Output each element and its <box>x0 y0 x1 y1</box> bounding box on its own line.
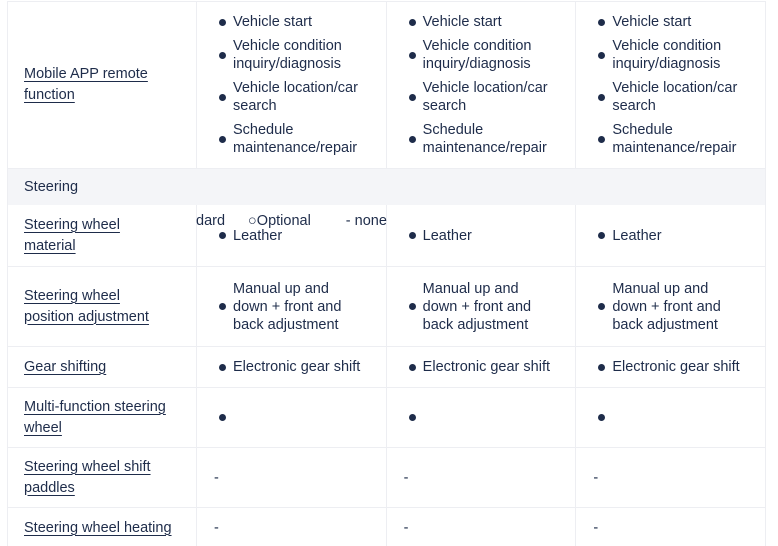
feature-value-text: Vehicle condition inquiry/diagnosis <box>422 38 532 72</box>
feature-value-text: Schedule maintenance/repair <box>233 122 358 156</box>
value-cell <box>575 205 765 266</box>
value-cell <box>575 448 765 507</box>
feature-value-text: Electronic gear shift <box>612 359 740 375</box>
feature-value-item <box>409 13 564 31</box>
value-cell <box>196 205 386 266</box>
value-dash: - <box>214 520 219 536</box>
table-row <box>8 388 765 448</box>
feature-value-text: Electronic gear shift <box>422 359 551 375</box>
value-cell <box>575 388 765 447</box>
value-cell <box>196 267 386 346</box>
value-cell <box>575 508 765 546</box>
feature-label-cell <box>8 508 196 546</box>
value-dash: - <box>593 520 599 536</box>
feature-link[interactable]: Steering wheel heating <box>24 519 172 536</box>
value-cell <box>386 388 576 447</box>
feature-value-text: Electronic gear shift <box>233 359 361 375</box>
value-cell <box>196 2 386 168</box>
legend-fragment-none: - none <box>345 213 387 229</box>
feature-value-text: Vehicle location/car search <box>422 80 548 114</box>
feature-label-cell <box>8 388 196 447</box>
feature-label-cell <box>8 205 196 266</box>
value-dash: - <box>214 469 219 486</box>
section-title: Steering <box>24 179 79 195</box>
table-row <box>8 347 765 388</box>
bullet-icon <box>219 94 226 101</box>
feature-value-item <box>409 79 564 115</box>
bullet-icon <box>219 19 226 26</box>
feature-link[interactable]: Multi-function steering wheel <box>24 398 166 436</box>
legend-fragment-optional: ○Optional <box>248 213 311 229</box>
feature-value-item <box>598 13 753 31</box>
bullet-icon <box>219 52 226 59</box>
bullet-icon <box>409 364 416 371</box>
feature-value-item <box>409 121 564 157</box>
bullet-icon <box>409 19 416 26</box>
feature-value-text: Vehicle start <box>612 14 692 30</box>
feature-value-item <box>598 79 753 115</box>
value-cell <box>196 347 386 387</box>
feature-value-item <box>598 280 730 334</box>
legend-fragment-standard: dard <box>196 213 226 229</box>
feature-link[interactable]: Mobile APP remote function <box>24 66 148 103</box>
feature-link[interactable]: Steering wheel material <box>24 216 120 254</box>
value-cell <box>386 205 576 266</box>
feature-value-item <box>598 227 661 245</box>
bullet-icon <box>598 19 605 26</box>
feature-label-cell <box>8 448 196 507</box>
bullet-icon <box>409 136 416 143</box>
feature-value-text: Manual up and down + front and back adjustment <box>422 280 532 333</box>
feature-value-item <box>598 358 739 376</box>
bullet-icon <box>219 414 226 421</box>
value-cell <box>386 347 576 387</box>
feature-value-text: Schedule maintenance/repair <box>612 122 737 156</box>
feature-value-text: Leather <box>233 227 283 244</box>
value-cell <box>196 448 386 507</box>
feature-value-item <box>598 37 753 73</box>
bullet-icon <box>598 364 605 371</box>
bullet-icon <box>598 94 605 101</box>
feature-value-text: Vehicle location/car search <box>612 80 738 114</box>
value-cell <box>196 388 386 447</box>
table-row <box>8 267 765 347</box>
bullet-icon <box>409 303 416 310</box>
bullet-icon <box>409 94 416 101</box>
bullet-icon <box>598 232 605 239</box>
value-cell <box>575 2 765 168</box>
value-cell <box>196 508 386 546</box>
bullet-icon <box>219 364 226 371</box>
value-cell <box>386 448 576 507</box>
value-cell <box>386 508 576 546</box>
bullet-icon <box>409 52 416 59</box>
feature-value-text: Leather <box>422 227 472 244</box>
value-dash: - <box>593 469 599 486</box>
table-row <box>8 2 765 169</box>
bullet-icon <box>598 303 605 310</box>
feature-value-item <box>409 37 564 73</box>
spec-table <box>7 1 766 546</box>
feature-value-item <box>219 280 351 334</box>
bullet-icon <box>598 136 605 143</box>
value-dash: - <box>403 520 409 536</box>
feature-value-item <box>409 358 550 376</box>
value-cell <box>575 267 765 346</box>
section-row <box>8 169 765 205</box>
feature-link[interactable]: Steering wheel position adjustment <box>24 287 149 325</box>
feature-value-item <box>598 121 753 157</box>
feature-value-item <box>409 280 541 334</box>
value-cell <box>575 347 765 387</box>
value-cell <box>386 2 576 168</box>
bullet-icon <box>219 303 226 310</box>
feature-value-text: Leather <box>612 227 662 244</box>
bullet-icon <box>409 232 416 239</box>
bullet-icon <box>219 232 226 239</box>
feature-value-text: Vehicle location/car search <box>233 80 358 114</box>
feature-link[interactable]: Steering wheel shift paddles <box>24 458 151 496</box>
feature-value-item <box>409 227 472 245</box>
bullet-icon <box>409 414 416 421</box>
value-cell <box>386 267 576 346</box>
table-row <box>8 205 765 267</box>
feature-value-text: Vehicle start <box>422 14 502 30</box>
feature-value-text: Manual up and down + front and back adjustment <box>233 280 342 333</box>
feature-value-text: Vehicle condition inquiry/diagnosis <box>233 38 342 72</box>
feature-value-text: Vehicle condition inquiry/diagnosis <box>612 38 722 72</box>
feature-value-item <box>219 37 374 73</box>
feature-value-item <box>219 227 282 245</box>
feature-value-item <box>219 358 360 376</box>
feature-label-cell <box>8 267 196 346</box>
feature-label-cell <box>8 2 196 168</box>
table-row <box>8 448 765 508</box>
bullet-icon <box>219 136 226 143</box>
table-row <box>8 508 765 546</box>
feature-value-item <box>219 79 374 115</box>
feature-value-item <box>219 13 374 31</box>
feature-value-text: Vehicle start <box>233 14 312 30</box>
feature-value-text: Schedule maintenance/repair <box>422 122 547 156</box>
feature-value-text: Manual up and down + front and back adjustment <box>612 280 721 333</box>
bullet-icon <box>598 52 605 59</box>
feature-label-cell <box>8 347 196 387</box>
feature-value-item <box>219 121 374 157</box>
feature-link[interactable]: Gear shifting <box>24 358 107 375</box>
bullet-icon <box>598 414 605 421</box>
value-dash: - <box>403 469 409 486</box>
